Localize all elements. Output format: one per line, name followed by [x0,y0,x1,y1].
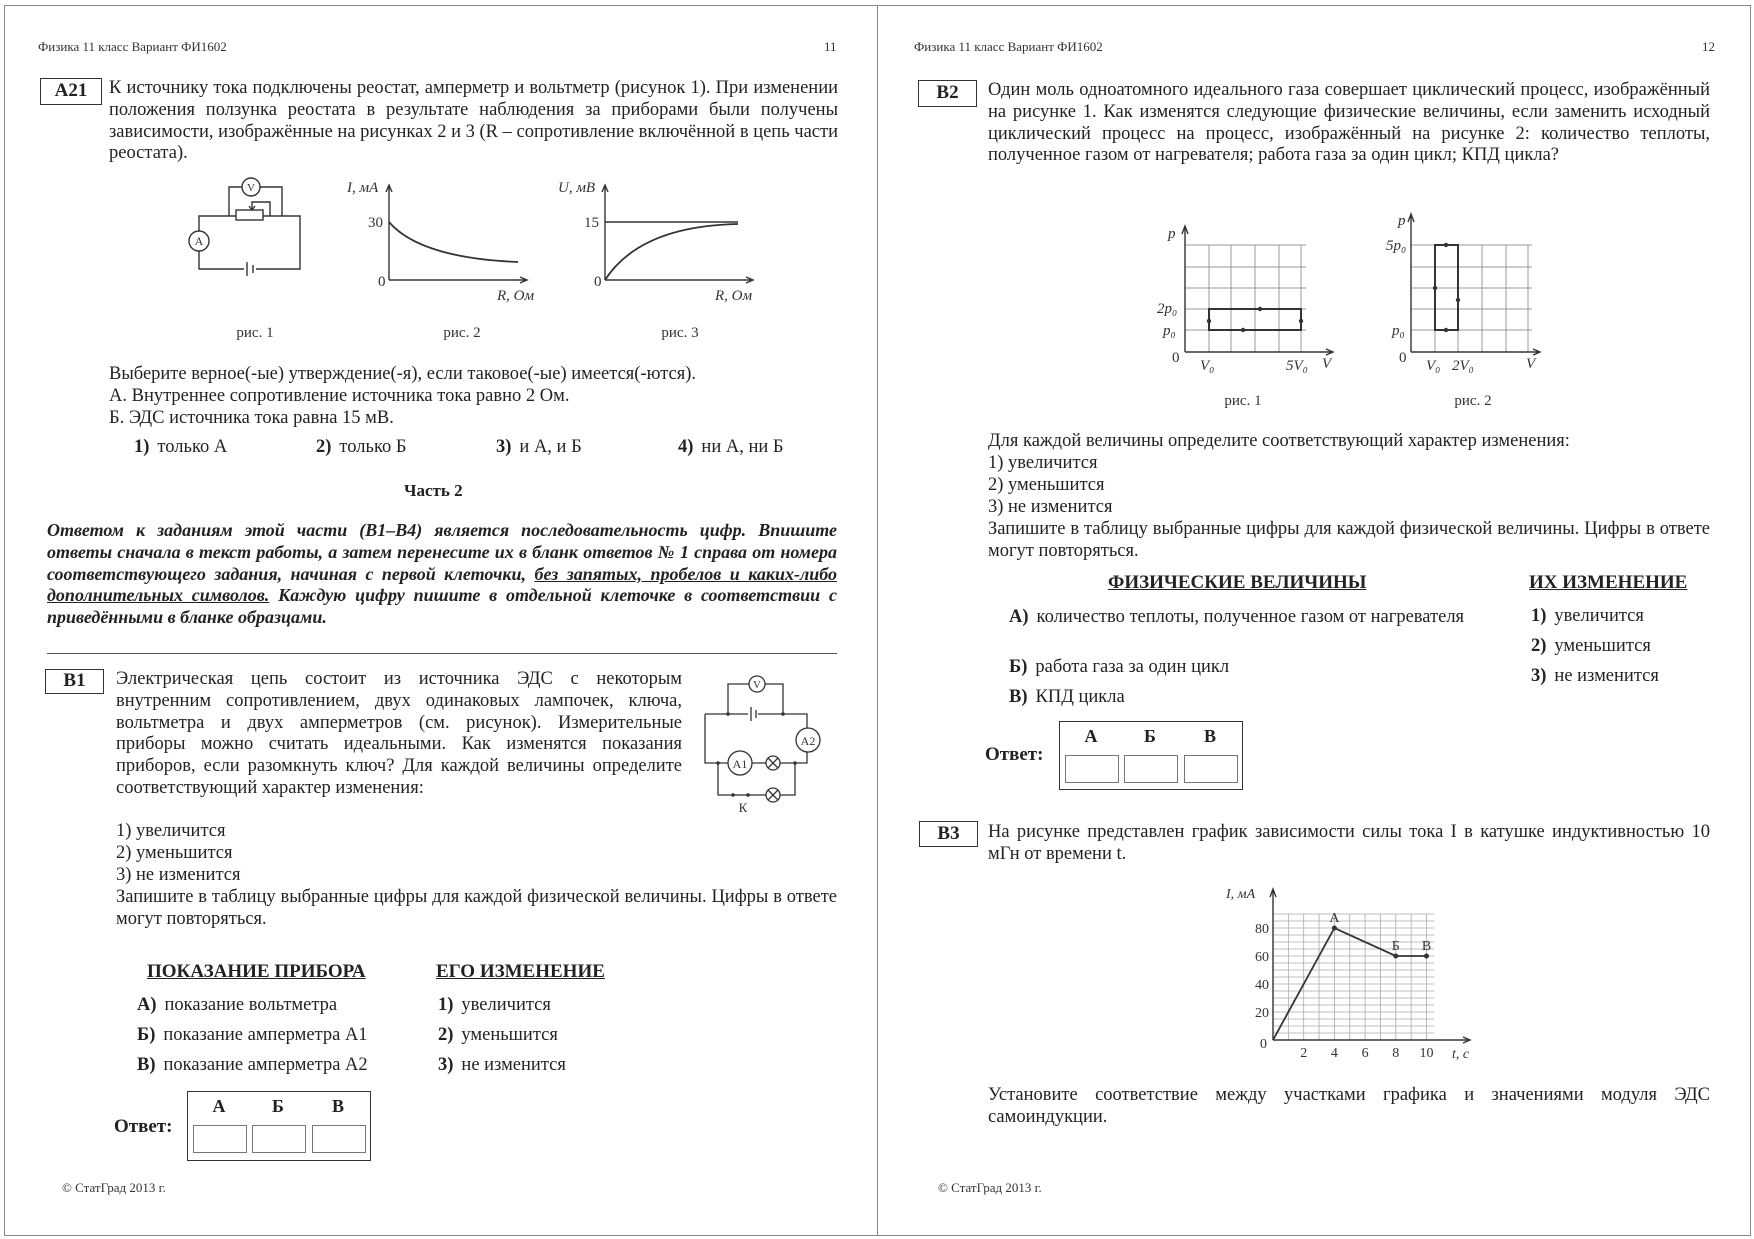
task-a21-text: К источнику тока подключены реостат, амперметр и вольтметр (рисунок 1). При изменении положения ползунка реостата в результате наблюдения за приборами были получены зависимости, изображённые на рисунках 2 и 3 (R – сопротивление включённой в цепь части реостата). [109,78,838,164]
b3-task: Установите соответствие между участками графика и значениями модуля ЭДС самоиндукции. [988,1085,1710,1127]
b1-choice-1: 1) увеличится [116,821,226,841]
ammeter-label: A [194,234,204,248]
task-b2-text: Один моль одноатомного идеального газа совершает циклический процесс, изображённый на рисунке 1. Как изменятся следующие физические величины, если заменить исходный циклический процесс на процесс, изображённый на рисунке 2: количество теплоты, полученное газом от нагревателя; работа газа за один цикл; КПД цикла? [988,80,1710,166]
data-point [1424,954,1429,959]
answer-cell-a[interactable] [193,1125,247,1153]
b2-intro: Для каждой величины определите соответствующий характер изменения: [988,431,1570,451]
change-text: не изменится [1554,666,1659,686]
b2-col-left-header: ФИЗИЧЕСКИЕ ВЕЛИЧИНЫ [1108,572,1367,593]
option-text: только А [157,437,228,457]
answer-cell-c[interactable] [312,1125,366,1153]
option-number: 1) [134,437,150,457]
instructions-text: Ответом к заданиям этой части (В1–В4) является последовательность цифр. Впишите ответы сначала в текст работы, а затем перенесите их в бланк ответов № 1 справа от номера соответствующего задания, начиная с первой клеточки, [47,520,837,584]
fig1-v0-label: V₀ [1200,358,1215,374]
voltmeter-label: V [247,182,255,194]
b1-choice-3: 3) не изменится [116,865,241,885]
ammeter-a1-label: A1 [732,757,748,771]
row-letter: В) [137,1055,156,1075]
x-tick-label: 2 [1300,1046,1308,1061]
fig3-caption: рис. 3 [661,325,699,341]
instructions-text-end: Каждую цифру пишите в отдельной клеточке в соответствии с приведёнными в бланке образцами. [47,585,837,628]
option-number: 2) [316,437,332,457]
option-number: 4) [678,437,694,457]
task-a21-label: A21 [40,78,102,105]
row-text: количество теплоты, полученное газом от нагревателя [1036,607,1465,627]
right-page-header: Физика 11 класс Вариант ФИ1602 [914,39,1103,54]
row-letter: А) [137,995,157,1015]
fig2-5p0-label: 5p₀ [1386,238,1407,254]
change-number: 2) [1531,636,1547,656]
fig2-v-label: V [1526,356,1536,372]
y-tick-label: 20 [1255,1006,1269,1021]
point-label: Б [1391,939,1400,954]
task-b1-label: B1 [45,669,104,694]
fig2-caption: рис. 2 [443,325,481,341]
task-b3-label: B3 [919,821,978,847]
left-page-header: Физика 11 класс Вариант ФИ1602 [38,39,227,54]
fig2-p0-label: p₀ [1392,323,1405,339]
change-text: увеличится [461,995,551,1015]
fig2-v0-label: V₀ [1426,358,1441,374]
y-tick-label: 40 [1255,978,1269,993]
row-letter: Б) [137,1025,156,1045]
x-axis-label: t, с [1452,1047,1470,1062]
b2-choice-2: 2) уменьшится [988,475,1105,495]
change-number: 1) [438,995,454,1015]
data-point [1393,954,1398,959]
x-tick-label: 6 [1361,1046,1369,1061]
change-number: 1) [1531,606,1547,626]
row-text: показание амперметра А1 [163,1025,368,1045]
row-letter: А) [1009,607,1029,627]
instructions-underlined: без запятых, пробелов и каких-либо дополнительных символов. [47,563,837,606]
fig1-origin: 0 [1172,350,1180,366]
fig1-caption: рис. 1 [236,325,274,341]
fig1-v-label: V [1322,356,1332,372]
key-label: К [738,800,748,815]
fig2-p-label: p [1398,213,1406,229]
option-text: только Б [339,437,407,457]
b1-col-right-header: ЕГО ИЗМЕНЕНИЕ [436,961,605,982]
fig1-p0-label: p₀ [1163,323,1176,339]
answer-cell-b[interactable] [252,1125,306,1153]
b2-note: Запишите в таблицу выбранные цифры для каждой физической величины. Цифры в ответе могут повторяться. [988,519,1710,561]
a21-statement-a: А. Внутреннее сопротивление источника тока равно 2 Ом. [109,386,570,406]
b2-fig2-caption: рис. 2 [1454,393,1492,409]
x-tick-label: 8 [1392,1046,1400,1061]
y-tick-label: 80 [1255,922,1269,937]
change-text: уменьшится [1554,636,1651,656]
answer-col-a: А [212,1096,226,1116]
fig2-origin: 0 [378,274,386,290]
ammeter-a2-label: A2 [800,734,816,748]
answer-col-b: Б [272,1096,284,1116]
fig2-xlabel: R, Ом [497,288,535,304]
fig2-2v0-label: 2V₀ [1452,358,1474,374]
option-text: ни А, ни Б [701,437,784,457]
option-text: и А, и Б [519,437,582,457]
origin-label: 0 [1260,1037,1267,1052]
change-text: уменьшится [461,1025,558,1045]
fig2-origin: 0 [1399,350,1407,366]
fig1-p-label: p [1168,226,1176,242]
a21-statement-b: Б. ЭДС источника тока равна 15 мВ. [109,408,394,428]
answer-col-a: А [1084,726,1098,746]
b2-col-right-header: ИХ ИЗМЕНЕНИЕ [1529,572,1688,593]
row-letter: Б) [1009,657,1028,677]
row-text: КПД цикла [1035,687,1125,707]
fig1-2p0-label: 2p₀ [1157,301,1178,317]
task-b2-label: B2 [918,80,977,107]
b1-note: Запишите в таблицу выбранные цифры для каждой физической величины. Цифры в ответе могут повторяться. [116,887,837,929]
b2-choice-3: 3) не изменится [988,497,1113,517]
part2-title: Часть 2 [404,481,463,500]
point-label: В [1421,939,1432,954]
change-text: увеличится [1554,606,1644,626]
change-number: 2) [438,1025,454,1045]
a21-question: Выберите верное(-ые) утверждение(-я), если таковое(-ые) имеется(-ются). [109,364,697,384]
row-letter: В) [1009,687,1028,707]
task-b1-text: Электрическая цепь состоит из источника ЭДС с некоторым внутренним сопротивлением, двух одинаковых лампочек, ключа, вольтметра и двух амперметров (см. рисунок). Измерительные приборы можно считать идеальными. Как изменятся показания приборов, если разомкнуть ключ? Для каждой величины определите соответствующий характер изменения: [116,669,682,798]
row-text: работа газа за один цикл [1035,657,1230,677]
b1-choice-2: 2) уменьшится [116,843,233,863]
x-tick-label: 10 [1419,1046,1434,1061]
row-text: показание вольтметра [164,995,338,1015]
change-text: не изменится [461,1055,566,1075]
x-axis [1273,1037,1470,1043]
change-number: 3) [1531,666,1547,686]
answer-col-b: Б [1144,726,1156,746]
fig2-ytick: 30 [368,215,383,231]
fig2-ylabel: I, мА [347,180,379,196]
voltmeter-label: V [753,679,761,691]
fig3-ylabel: U, мВ [558,180,596,196]
left-page-footer: © СтатГрад 2013 г. [62,1180,166,1195]
b2-choice-1: 1) увеличится [988,453,1098,473]
y-axis [1270,889,1276,1040]
answer-col-c: В [331,1096,344,1116]
change-number: 3) [438,1055,454,1075]
y-axis-label: I, мА [1226,887,1256,902]
right-page-footer: © СтатГрад 2013 г. [938,1180,1042,1195]
point-label: А [1329,911,1340,926]
b1-answer-table [187,1091,371,1161]
fig1-5v0-label: 5V₀ [1286,358,1308,374]
row-text: показание амперметра А2 [163,1055,368,1075]
option-number: 3) [496,437,512,457]
x-tick-label: 4 [1330,1046,1338,1061]
b1-answer-label: Ответ: [114,1116,173,1137]
y-tick-label: 60 [1255,950,1269,965]
b1-col-left-header: ПОКАЗАНИЕ ПРИБОРА [147,961,366,982]
answer-col-c: В [1203,726,1216,746]
fig3-xlabel: R, Ом [715,288,753,304]
left-page-number: 11 [824,39,837,54]
fig3-ytick: 15 [584,215,599,231]
fig3-origin: 0 [594,274,602,290]
task-b3-text: На рисунке представлен график зависимости силы тока I в катушке индуктивностью 10 мГн от времени t. [988,822,1710,864]
b2-answer-label: Ответ: [985,744,1044,765]
data-point [1332,926,1337,931]
b2-fig1-caption: рис. 1 [1224,393,1262,409]
right-page-number: 12 [1702,39,1715,54]
